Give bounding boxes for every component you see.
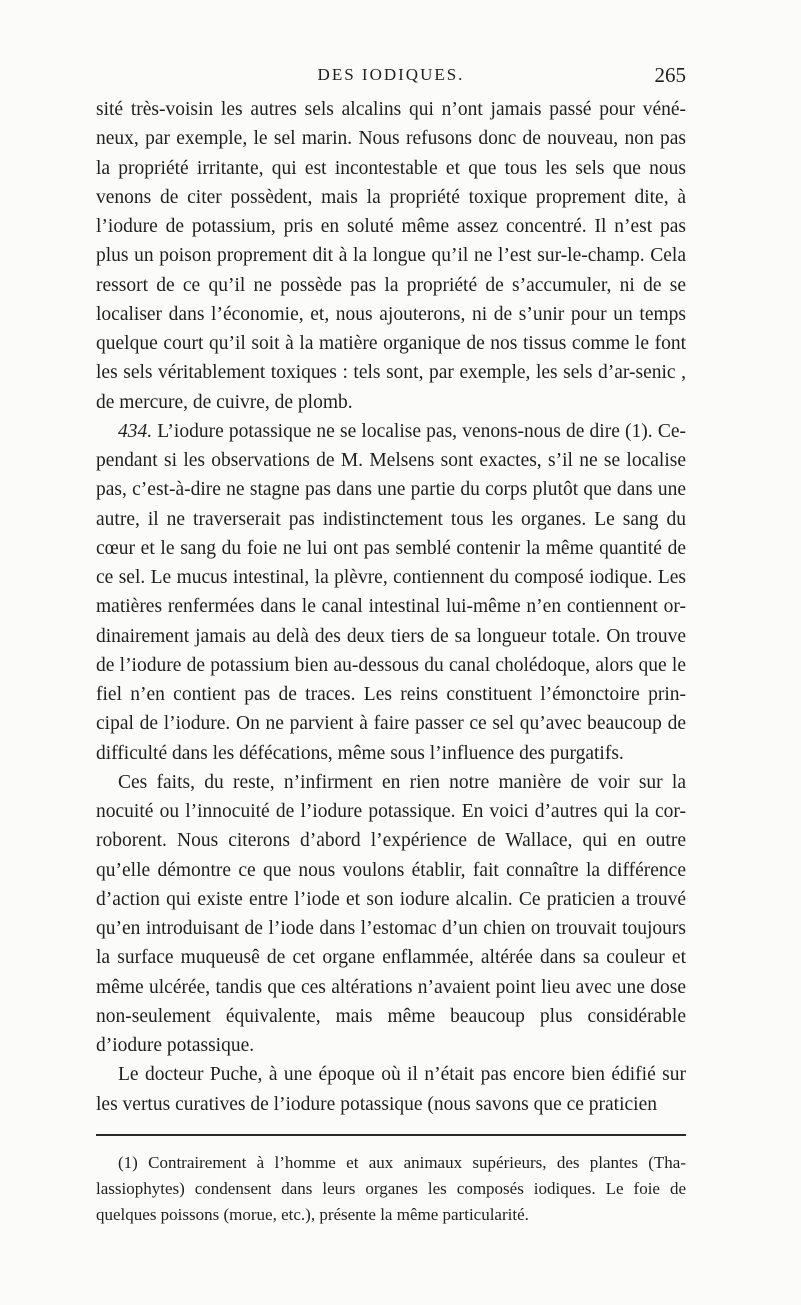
paragraph-section-434-text: L’iodure potassique ne se localise pas, venons-nous de dire (1). Ce-pendant si les observations de M. Melsens sont exactes, s’il ne se localise pas, c’est-à-dire ne stagne pas dans une partie du corps plutôt que dans une autre, il ne traverserait pas indistinctement tous les organes. Le sang du cœur et le sang du foie ne lui ont pas semblé contenir la même quantité de ce sel. Le mucus intestinal, la plèvre, contiennent du composé iodique. Les matières renfermées dans le canal intestinal lui-même n’en contiennent or-dinairement jamais au delà des deux tiers de sa longueur totale. On trouve de l’iodure de potassium bien au-dessous du canal cholédoque, alors que le fiel n’en contient pas de traces. Les reins constituent l’émonctoire prin-cipal de l’iodure. On ne parvient à faire passer ce sel qu’avec beaucoup de difficulté dans les défécations, même sous l’influence des purgatifs. [96, 420, 686, 764]
running-title: DES IODIQUES. [317, 65, 465, 84]
paragraph-section-434 [96, 417, 686, 768]
page-number: 265 [654, 63, 686, 87]
running-head [96, 60, 686, 90]
footnote [96, 1150, 686, 1228]
body-text [96, 95, 686, 1119]
paragraph-wallace: Ces faits, du reste, n’infirment en rien notre manière de voir sur la nocuité ou l’innocuité de l’iodure potassique. En voici d’autres qui la cor-roborent. Nous citerons d’abord l’expérience de Wallace, qui en outre qu’elle démontre ce que nous voulons établir, fait connaître la différence d’action qui existe entre l’iode et son iodure alcalin. Ce praticien a trouvé qu’en introduisant de l’iode dans l’estomac d’un chien on trouvait toujours la surface muqueusê de cet organe enflammée, altérée dans sa couleur et même ulcérée, tandis que ces altérations n’avaient point lieu avec une dose non-seulement équivalente, mais même beaucoup plus considérable d’iodure potassique. [96, 771, 686, 1056]
footnote-rule [96, 1134, 686, 1136]
footnote-text: (1) Contrairement à l’homme et aux animaux supérieurs, des plantes (Tha-lassiophytes) condensent dans leurs organes les composés iodiques. Le foie de quelques poissons (morue, etc.), présente la même particularité. [96, 1153, 686, 1224]
paragraph-puche: Le docteur Puche, à une époque où il n’était pas encore bien édifié sur les vertus curatives de l’iodure potassique (nous savons que ce praticien [96, 1064, 686, 1115]
paragraph-continuation: sité très-voisin les autres sels alcalins qui n’ont jamais passé pour véné-neux, par exemple, le sel marin. Nous refusons donc de nouveau, non pas la propriété irritante, qui est incontestable et que tous les sels que nous venons de citer possèdent, mais la propriété toxique proprement dite, à l’iodure de potassium, pris en soluté même assez concentré. Il n’est pas plus un poison proprement dit à la longue qu’il ne l’est sur-le-champ. Cela ressort de ce qu’il ne possède pas la propriété de s’accumuler, ni de se localiser dans l’économie, et, nous ajouterons, ni de s’unir pour un temps quelque court qu’il soit à la matière organique de nos tissus comme le font les sels véritablement toxiques : tels sont, par exemple, les sels d’ar-senic , de mercure, de cuivre, de plomb. [96, 99, 686, 413]
section-number: 434. [118, 420, 153, 442]
